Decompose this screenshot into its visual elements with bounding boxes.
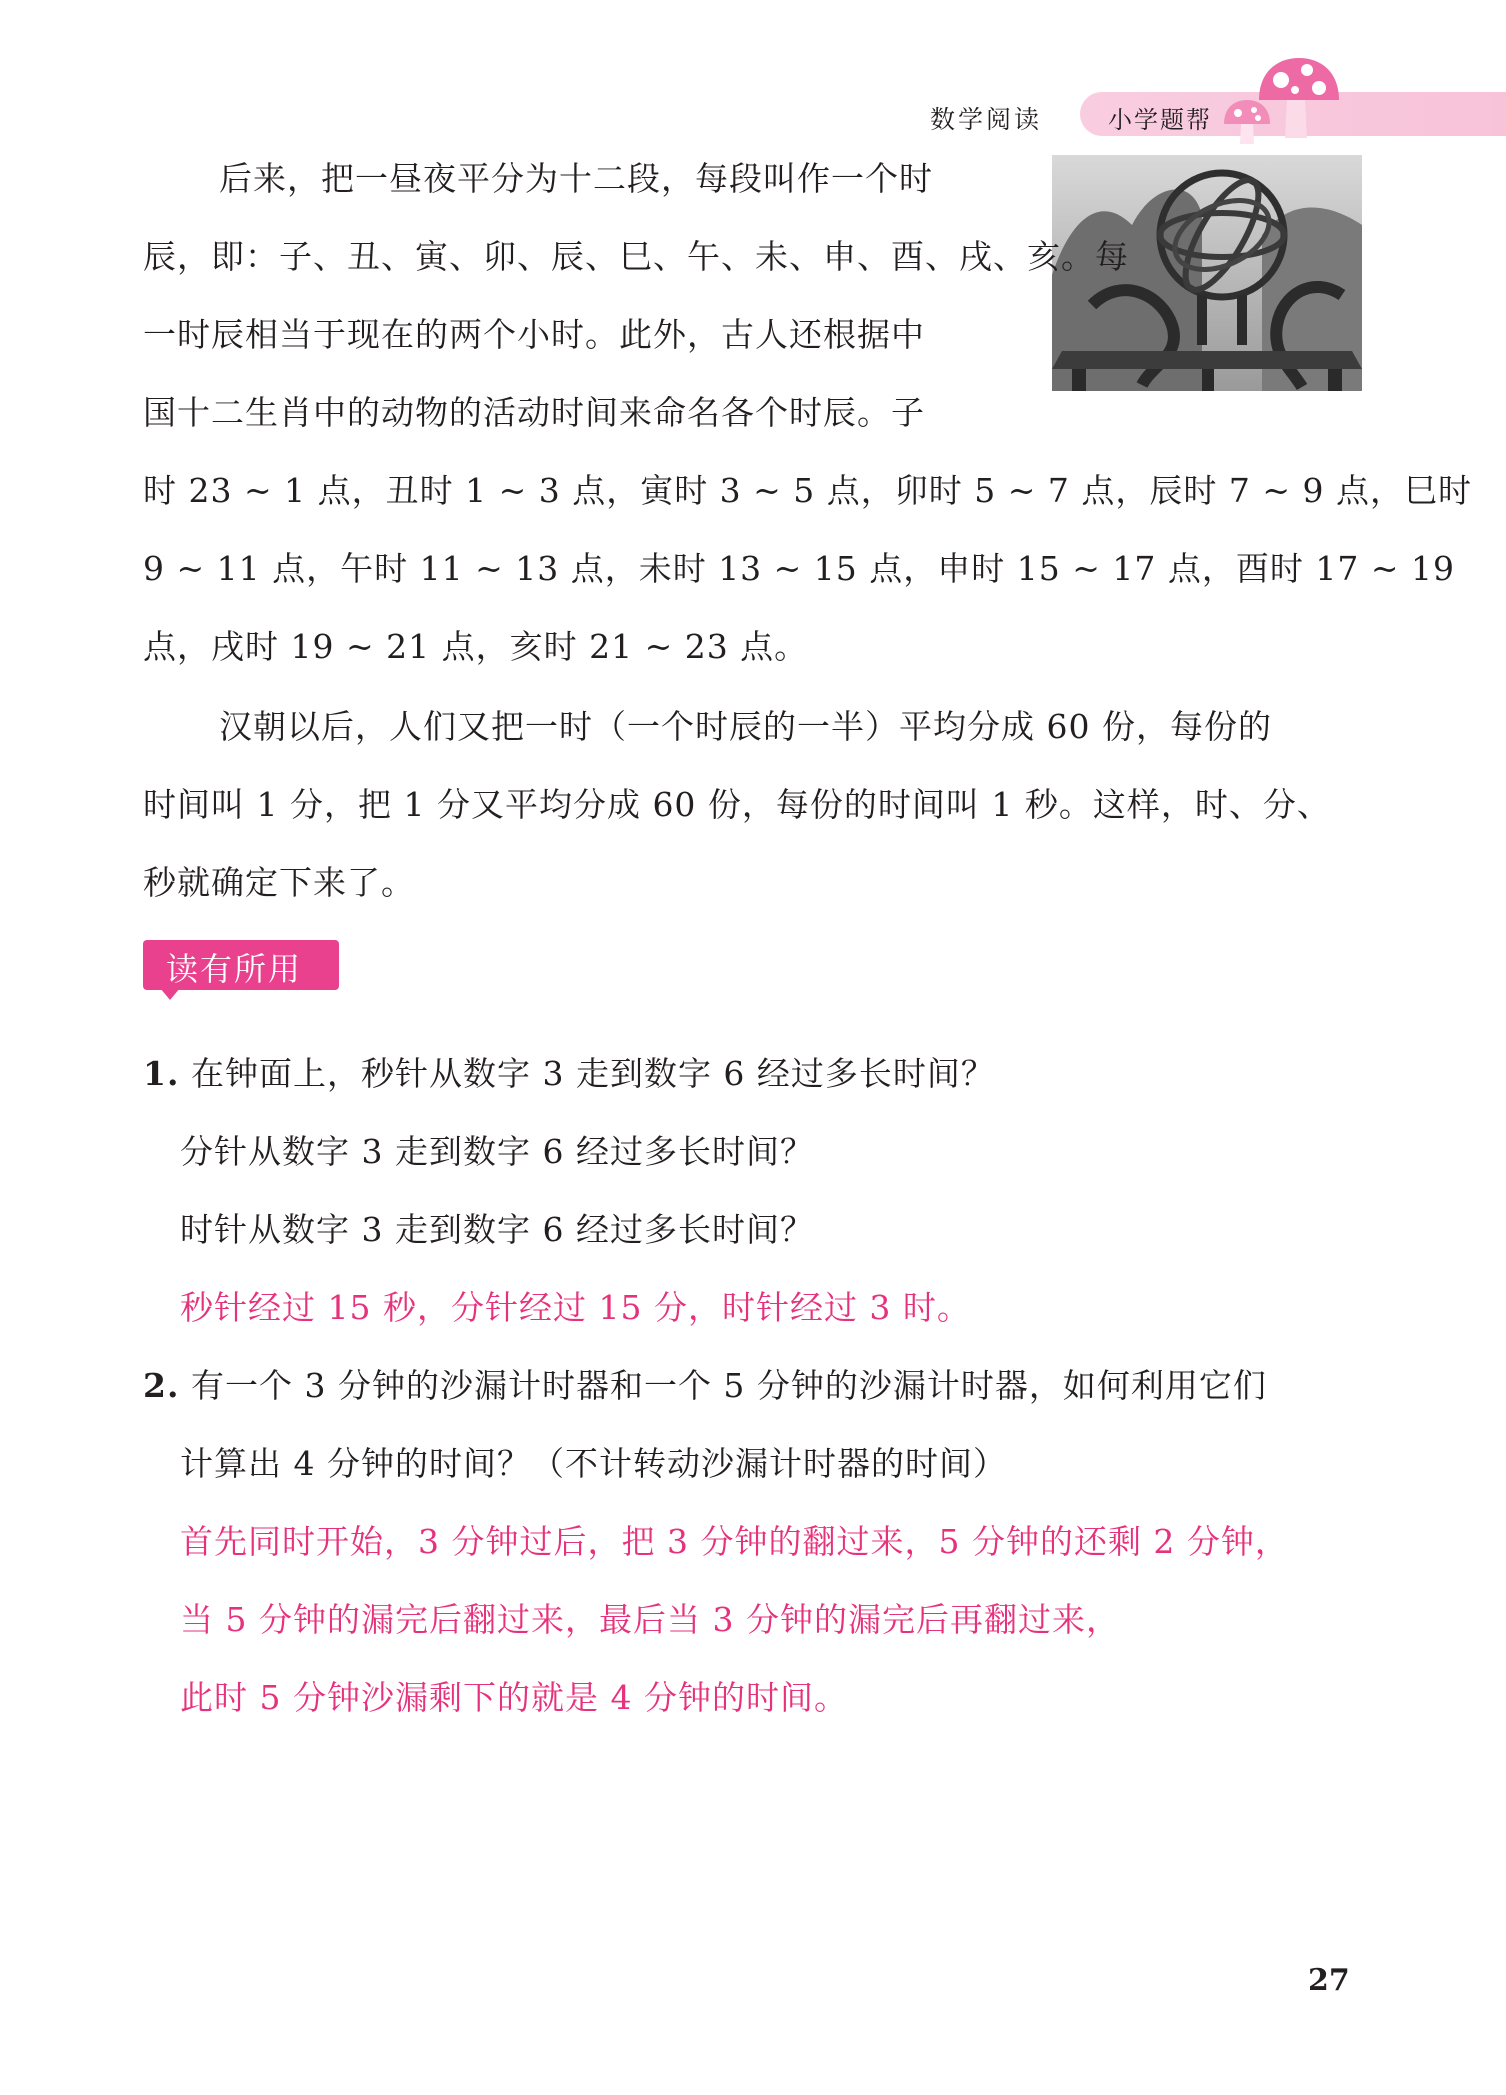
header-section-title: 数学阅读 (930, 105, 1043, 134)
section-badge-label: 读有所用 (166, 950, 303, 988)
header-tab-label: 小学题帮 (1108, 106, 1212, 134)
intro-paragraph (143, 140, 1472, 686)
text-line: 汉朝以后，人们又把一时（一个时辰的一半）平均分成 60 份，每份的 (219, 707, 1272, 746)
question-2-answer: 当 5 分钟的漏完后翻过来，最后当 3 分钟的漏完后再翻过来， (180, 1600, 1120, 1639)
text-line: 辰，即：子、丑、寅、卯、辰、巳、午、未、申、酉、戌、亥。每 (143, 237, 1129, 276)
question-text: 有一个 3 分钟的沙漏计时器和一个 5 分钟的沙漏计时器，如何利用它们 (190, 1366, 1267, 1405)
text-line: 后来，把一昼夜平分为十二段，每段叫作一个时 (219, 159, 933, 198)
question-2-line: 计算出 4 分钟的时间？（不计转动沙漏计时器的时间） (180, 1444, 1007, 1483)
question-2-answer: 首先同时开始，3 分钟过后，把 3 分钟的翻过来，5 分钟的还剩 2 分钟， (180, 1522, 1289, 1561)
question-1-line: 时针从数字 3 走到数字 6 经过多长时间？ (180, 1210, 814, 1249)
text-line: 9 ~ 11 点，午时 11 ~ 13 点，未时 13 ~ 15 点，申时 15 ~ 17 点，酉时 17 ~ 19 (143, 549, 1455, 588)
text-line: 国十二生肖中的动物的活动时间来命名各个时辰。子 (143, 393, 925, 432)
text-line: 一时辰相当于现在的两个小时。此外，古人还根据中 (143, 315, 925, 354)
question-number-dot: . (166, 1054, 180, 1093)
question-1-line (143, 1048, 995, 1095)
question-1-line: 分针从数字 3 走到数字 6 经过多长时间？ (180, 1132, 814, 1171)
text-line: 秒就确定下来了。 (143, 863, 415, 902)
text-line: 点，戌时 19 ~ 21 点，亥时 21 ~ 23 点。 (143, 627, 809, 666)
question-number-dot: . (166, 1366, 180, 1405)
question-2-answer: 此时 5 分钟沙漏剩下的就是 4 分钟的时间。 (180, 1678, 848, 1717)
page-number: 27 (1308, 1963, 1350, 1998)
text-line: 时 23 ~ 1 点，丑时 1 ~ 3 点，寅时 3 ~ 5 点，卯时 5 ~ 7 点，辰时 7 ~ 9 点，巳时 (143, 471, 1472, 510)
text-line: 时间叫 1 分，把 1 分又平均分成 60 份，每份的时间叫 1 秒。这样，时、分、 (143, 785, 1331, 824)
question-number: 1 (143, 1054, 167, 1093)
question-1-answer: 秒针经过 15 秒，分针经过 15 分，时针经过 3 时。 (180, 1288, 971, 1327)
question-number: 2 (143, 1366, 167, 1405)
question-text: 在钟面上，秒针从数字 3 走到数字 6 经过多长时间？ (190, 1054, 995, 1093)
han-paragraph (143, 688, 1331, 922)
mushroom-small-icon (1222, 98, 1272, 146)
question-2-line (143, 1360, 1267, 1407)
